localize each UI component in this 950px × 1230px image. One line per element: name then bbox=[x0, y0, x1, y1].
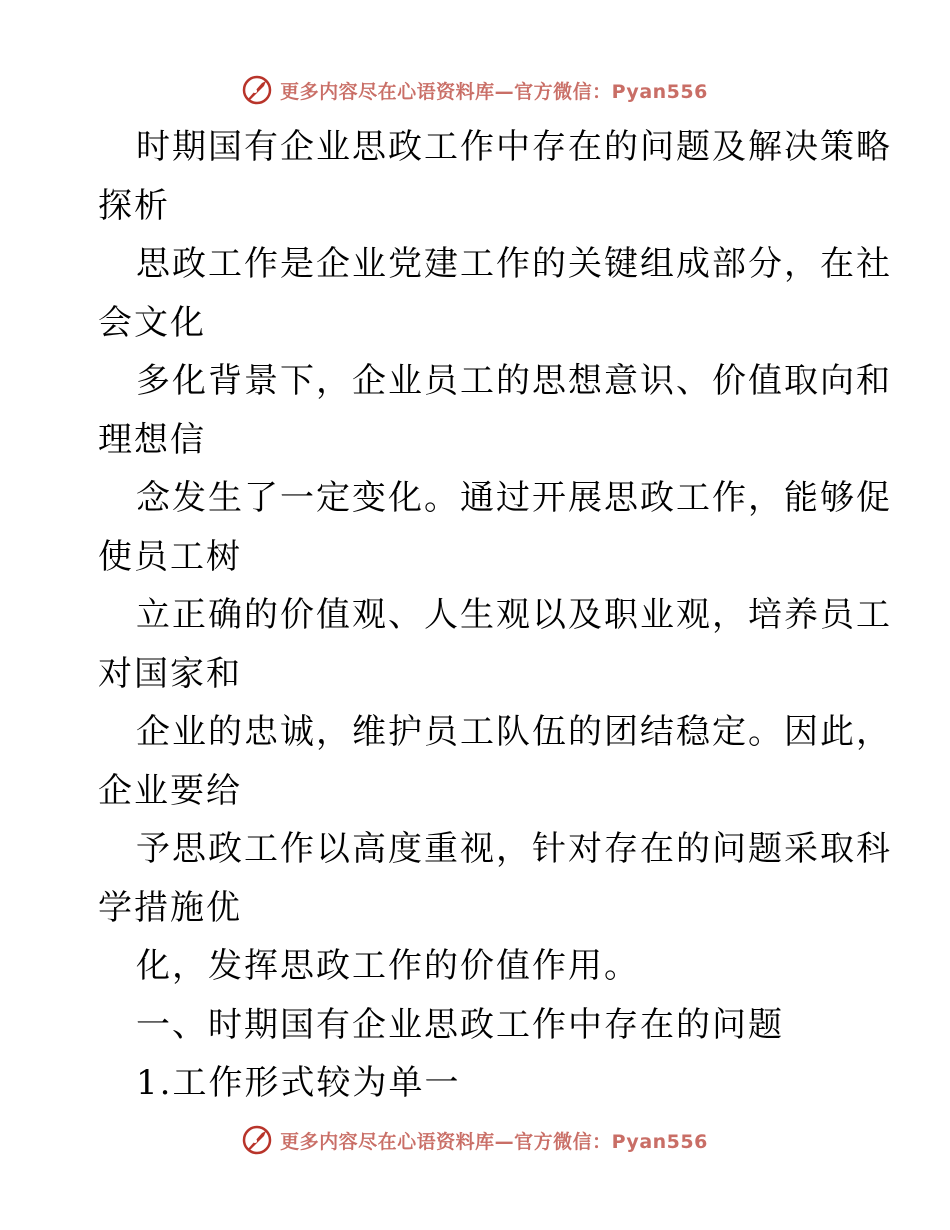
text-line: 探析 bbox=[98, 185, 170, 226]
text-line: 化，发挥思政工作的价值作用。 bbox=[136, 946, 640, 986]
document-body bbox=[98, 118, 892, 1113]
text-line: 念发生了一定变化。通过开展思政工作，能够促 bbox=[136, 478, 892, 518]
text-line: 理想信 bbox=[98, 419, 206, 460]
text-line: 思政工作是企业党建工作的关键组成部分，在社 bbox=[136, 244, 892, 284]
header-banner-text: 更多内容尽在心语资料库—官方微信：Pyan556 bbox=[280, 80, 708, 103]
footer-banner bbox=[0, 1120, 950, 1160]
text-line: 使员工树 bbox=[98, 536, 242, 577]
text-line: 会文化 bbox=[98, 302, 206, 343]
header-banner bbox=[0, 70, 950, 110]
text-line: 立正确的价值观、人生观以及职业观，培养员工 bbox=[136, 595, 892, 635]
text-line: 学措施优 bbox=[98, 887, 242, 928]
text-line: 多化背景下，企业员工的思想意识、价值取向和 bbox=[136, 361, 892, 401]
text-line: 对国家和 bbox=[98, 653, 242, 694]
footer-banner-text: 更多内容尽在心语资料库—官方微信：Pyan556 bbox=[280, 1130, 708, 1153]
text-line: 1.工作形式较为单一 bbox=[136, 1063, 461, 1103]
text-line: 一、时期国有企业思政工作中存在的问题 bbox=[136, 1004, 784, 1045]
text-line: 时期国有企业思政工作中存在的问题及解决策略 bbox=[136, 127, 892, 167]
quill-pen-logo-icon bbox=[242, 1125, 272, 1155]
text-line: 企业的忠诚，维护员工队伍的团结稳定。因此， bbox=[136, 712, 892, 752]
text-line: 企业要给 bbox=[98, 770, 242, 811]
text-line: 予思政工作以高度重视，针对存在的问题采取科 bbox=[136, 829, 892, 869]
quill-pen-logo-icon bbox=[242, 75, 272, 105]
